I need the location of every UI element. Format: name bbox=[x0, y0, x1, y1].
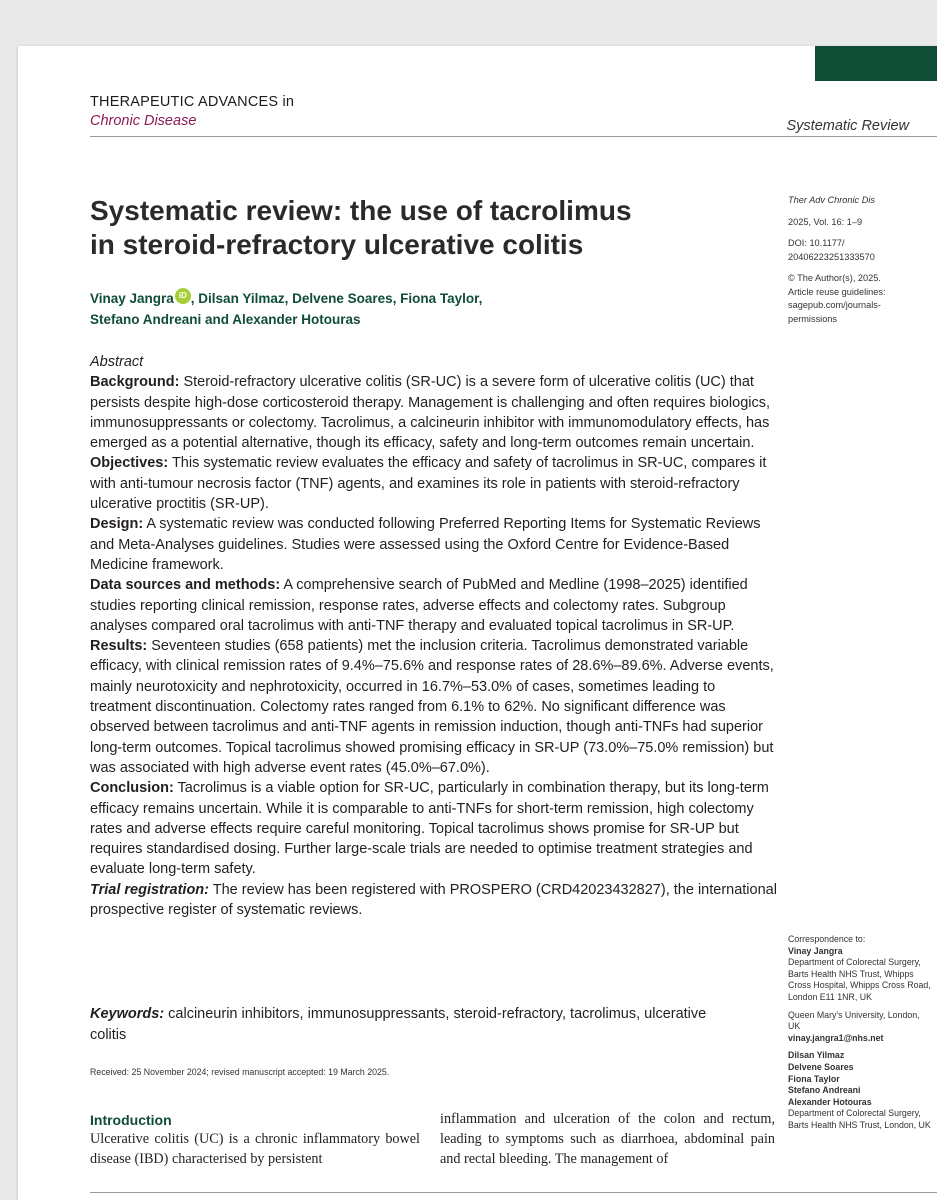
coauthor-name: Stefano Andreani bbox=[788, 1085, 861, 1096]
abstract-trial-registration bbox=[90, 880, 780, 921]
title-line-1: Systematic review: the use of tacrolimus bbox=[90, 195, 632, 226]
introduction-column-1: Ulcerative colitis (UC) is a chronic inflammatory bowel disease (IBD) characterised by persistent bbox=[90, 1131, 420, 1167]
coauthor-name: Dilsan Yilmaz bbox=[788, 1050, 845, 1061]
results-label: Results: bbox=[90, 638, 148, 655]
correspondence-block bbox=[788, 934, 933, 1132]
coauthor-affiliation: Department of Colorectal Surgery, Barts Health NHS Trust, London, UK bbox=[788, 1108, 931, 1130]
background-label: Background: bbox=[90, 374, 180, 391]
conclusion-label: Conclusion: bbox=[90, 780, 174, 797]
correspondence-affiliation-2: Queen Mary's University, London, UK bbox=[788, 1009, 920, 1032]
coauthor-name: Fiona Taylor bbox=[788, 1073, 840, 1084]
trial-text: The review has been registered with PROSPERO (CRD42023432827), the international prospective register of systematic reviews. bbox=[90, 881, 777, 919]
doi-line-1[interactable]: DOI: 10.1177/ bbox=[788, 238, 845, 248]
coauthor-name: Delvene Soares bbox=[788, 1061, 854, 1072]
correspondence-label: Correspondence to: bbox=[788, 934, 866, 944]
correspondence-email[interactable]: vinay.jangra1@nhs.net bbox=[788, 1032, 884, 1043]
abstract-conclusion bbox=[90, 778, 780, 879]
data-sources-label: Data sources and methods: bbox=[90, 577, 281, 594]
journal-abbrev: Ther Adv Chronic Dis bbox=[788, 195, 875, 205]
title-line-2: in steroid-refractory ulcerative colitis bbox=[90, 229, 584, 260]
correspondence-name: Vinay Jangra bbox=[788, 945, 843, 956]
introduction-heading: Introduction bbox=[90, 1112, 172, 1128]
data-sources-text: A comprehensive search of PubMed and Medline (1998–2025) identified studies reporting clinical remission, response rates, adverse effects and colectomy rates. Subgroup analyses compared oral tacrolimus with anti-TNF therapy and evaluated topical tacrolimus in SR-UP. bbox=[90, 577, 748, 634]
abstract-background bbox=[90, 372, 780, 453]
abstract-objectives bbox=[90, 453, 780, 514]
keywords-label: Keywords: bbox=[90, 1006, 165, 1022]
correspondence-affiliation: Department of Colorectal Surgery, Barts Health NHS Trust, Whipps Cross Hospital, Whipps Cross Road, London E11 1NR, UK bbox=[788, 957, 931, 1002]
background-text: Steroid-refractory ulcerative colitis (SR-UC) is a severe form of ulcerative colitis (UC) that persists despite high-dose corticosteroid therapy. Management is challenging and often requires biologics, immunosuppressants or colectomy. Tacrolimus, a calcineurin inhibitor with immunomodulatory effects, has emerged as a potential alternative, though its efficacy, safety and long-term outcomes remain uncertain. bbox=[90, 374, 771, 452]
design-label: Design: bbox=[90, 516, 144, 533]
orcid-icon[interactable]: iD bbox=[175, 288, 191, 304]
abstract-data-sources bbox=[90, 575, 780, 636]
article-page bbox=[18, 46, 937, 1200]
keywords-text: calcineurin inhibitors, immunosuppressants, steroid-refractory, tacrolimus, ulcerative colitis bbox=[90, 1006, 707, 1043]
abstract bbox=[90, 352, 780, 920]
article-metadata bbox=[788, 194, 928, 326]
author-list bbox=[90, 288, 730, 330]
journal-subtitle: Chronic Disease bbox=[90, 113, 197, 129]
doi-line-2[interactable]: 20406223251333570 bbox=[788, 251, 875, 262]
header-divider bbox=[90, 136, 937, 137]
journal-color-tab bbox=[815, 46, 937, 81]
coauthor-name: Alexander Hotouras bbox=[788, 1096, 872, 1107]
abstract-heading: Abstract bbox=[90, 354, 144, 370]
design-text: A systematic review was conducted following Preferred Reporting Items for Systematic Reviews and Meta-Analyses guidelines. Studies were assessed using the Oxford Centre for Evidence-Based Medicine framework. bbox=[90, 516, 761, 573]
reuse-link-2[interactable]: permissions bbox=[788, 313, 838, 324]
article-type: Systematic Review bbox=[786, 118, 909, 134]
objectives-label: Objectives: bbox=[90, 455, 169, 472]
copyright: © The Author(s), 2025. bbox=[788, 273, 881, 283]
authors-line-2: Stefano Andreani and Alexander Hotouras bbox=[90, 312, 361, 327]
conclusion-text: Tacrolimus is a viable option for SR-UC, particularly in combination therapy, but its long-term efficacy remains uncertain. While it is comparable to anti-TNFs for short-term remission, high colectomy rates and adverse effects require careful monitoring. Topical tacrolimus shows promise for SR-UP but requires standardised dosing. Further large-scale trials are needed to optimise treatment strategies and evaluate long-term safety. bbox=[90, 780, 769, 878]
volume-info: 2025, Vol. 16: 1–9 bbox=[788, 216, 863, 227]
results-text: Seventeen studies (658 patients) met the inclusion criteria. Tacrolimus demonstrated variable efficacy, with clinical remission rates of 9.4%–75.6% and response rates of 28.6%–89.6%. Adverse events, mainly neurotoxicity and nephrotoxicity, occurred in 16.7%–53.0% of cases, sometimes leading to treatment discontinuation. Colectomy rates ranged from 6.1% to 62%. No significant difference was observed between tacrolimus and anti-TNF agents in remission induction, though anti-TNFs had superior long-term outcomes. Topical tacrolimus showed promising efficacy in SR-UP (73.0%–75.0% remission) but was associated with high adverse event rates (45.0%–67.0%). bbox=[90, 638, 774, 776]
introduction-column-2: inflammation and ulceration of the colon and rectum, leading to symptoms such as diarrhoea, abdominal pain and rectal bleeding. The management of bbox=[440, 1111, 775, 1167]
abstract-design bbox=[90, 514, 780, 575]
abstract-results bbox=[90, 636, 780, 778]
footer-divider bbox=[90, 1192, 937, 1193]
authors-rest: , Dilsan Yilmaz, Delvene Soares, Fiona Taylor, bbox=[190, 291, 483, 306]
journal-name: THERAPEUTIC ADVANCES in bbox=[90, 94, 295, 110]
trial-label: Trial registration: bbox=[90, 881, 209, 898]
reuse-line-1: Article reuse guidelines: bbox=[788, 286, 886, 297]
article-title bbox=[90, 194, 730, 262]
received-dates: Received: 25 November 2024; revised manuscript accepted: 19 March 2025. bbox=[90, 1067, 390, 1077]
reuse-link-1[interactable]: sagepub.com/journals- bbox=[788, 300, 881, 310]
author-first: Vinay Jangra bbox=[90, 291, 174, 306]
keywords bbox=[90, 1004, 740, 1045]
objectives-text: This systematic review evaluates the efficacy and safety of tacrolimus in SR-UC, compares it with anti-tumour necrosis factor (TNF) agents, and examines its role in patients with steroid-refractory ulcerative proctitis (SR-UP). bbox=[90, 455, 767, 513]
